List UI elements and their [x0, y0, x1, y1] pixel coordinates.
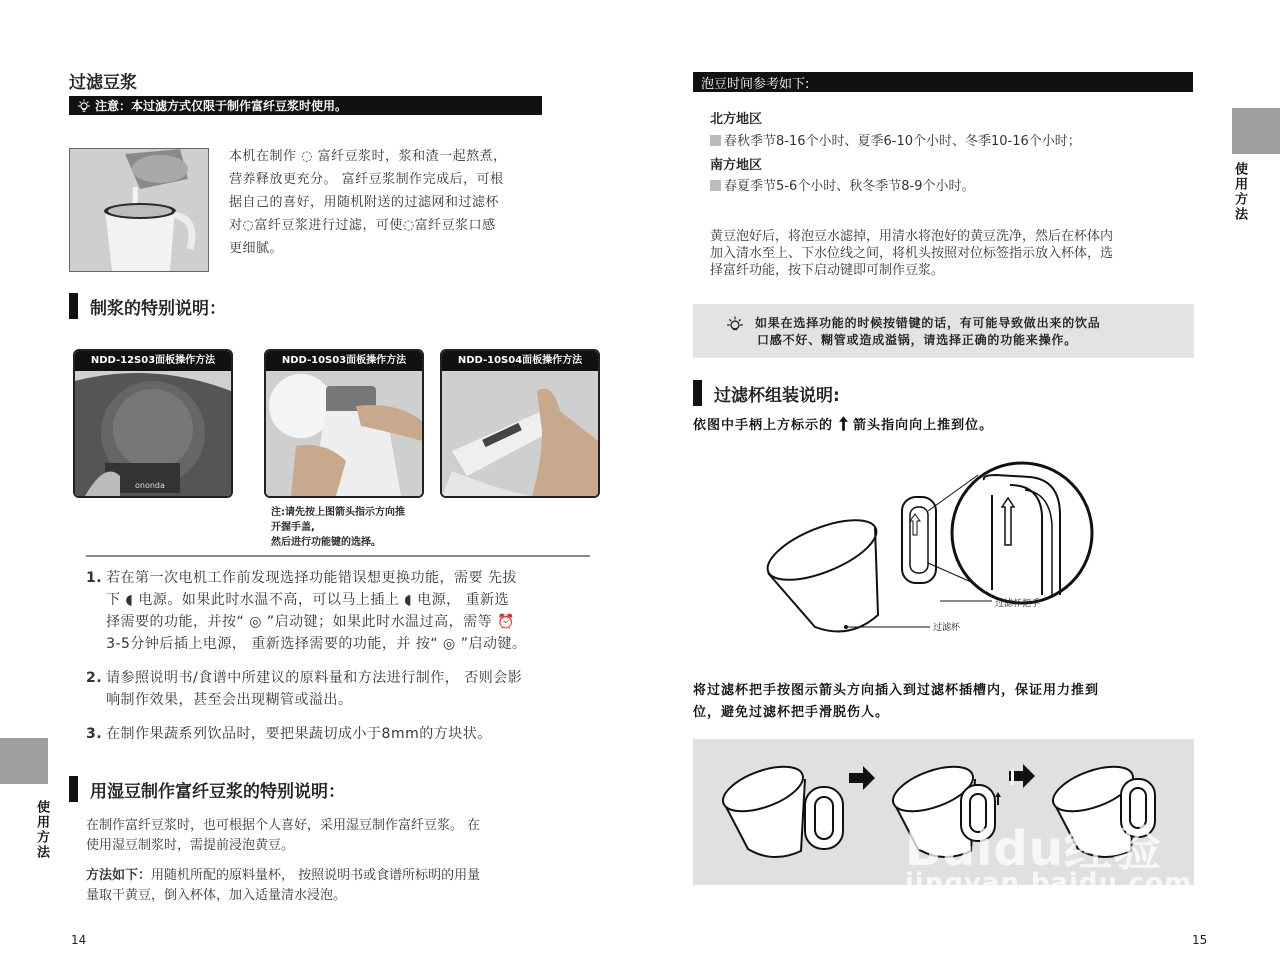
panel-photo-10s04 [440, 349, 600, 498]
notice-text: 注意：本过滤方式仅限于制作富纤豆浆时使用。 [95, 99, 348, 113]
assembly-instruction [693, 415, 993, 437]
section-heading-text: 制浆的特别说明： [90, 298, 226, 319]
bullet-square [710, 135, 721, 146]
lightbulb-icon [77, 99, 91, 113]
method-text [86, 866, 586, 906]
list-line: 下 ◖ 电源。如果此时水温不高，可以马上插上 ◖ 电源， 重新选 [106, 592, 510, 608]
insert-instruction [693, 680, 1099, 724]
soak-header-text: 泡豆时间参考如下: [701, 76, 810, 92]
filter-cup-drawing [760, 508, 884, 632]
watermark-url: jingyan.baidu.com [905, 868, 1193, 898]
list-line: 请参照说明书/食谱中所建议的原料量和方法进行制作， 否则会影 [106, 670, 523, 686]
north-title: 北方地区 [710, 112, 763, 127]
text-line: 用随机所配的原料量杯， 按照说明书或食谱所标明的用量 [151, 868, 481, 883]
panel-photo-12s03 [73, 349, 233, 498]
warning-box [693, 304, 1194, 358]
list-line: 3-5分钟后插上电源， 重新选择需要的功能，并 按“ ◎ ”启动键。 [106, 636, 527, 652]
side-tab-left [0, 738, 48, 784]
list-line: 在制作果蔬系列饮品时，要把果蔬切成小于8mm的方块状。 [106, 726, 492, 742]
photo-note-line: 然后进行功能键的选择。 [271, 537, 381, 548]
text-line: 使用湿豆制浆时，需提前浸泡黄豆。 [86, 838, 295, 853]
photo-label: NDD-10S03面板操作方法 [266, 351, 422, 371]
intro-line: 营养释放更充分。 富纤豆浆制作完成后，可根 [229, 172, 504, 187]
filter-illustration [70, 149, 208, 271]
label-handle: 过滤杯把手 [995, 599, 1041, 609]
watermark: Baidu经验 [905, 821, 1162, 877]
warning-text [755, 315, 1101, 349]
list-item [86, 723, 596, 745]
bullet-square [710, 180, 721, 191]
instruction-line: 位，避免过滤杯把手滑脱伤人。 [693, 705, 890, 720]
side-label-left: 使用方法 [34, 800, 49, 860]
intro-paragraph [229, 145, 549, 260]
notes-list [86, 567, 596, 745]
up-arrow-icon [839, 416, 848, 431]
north-text: 春秋季节8-16个小时、夏季6-10个小时、冬季10-16个小时； [724, 134, 1081, 149]
page-number-right: 15 [1192, 933, 1208, 947]
machine-top-illustration [75, 351, 231, 496]
hand-panel-illustration [442, 351, 598, 496]
section-heading-wet [69, 776, 345, 802]
list-number: 2. [86, 670, 103, 686]
text-line: 量取干黄豆，倒入杯体，加入适量清水浸泡。 [86, 888, 347, 903]
photo-note [271, 505, 405, 550]
brand-text: ononda [135, 481, 165, 490]
instruction-text: 依图中手柄上方标示的 [693, 418, 834, 433]
page-number-left: 14 [71, 933, 87, 947]
text-line: 黄豆泡好后，将泡豆水滤掉，用清水将泡好的黄豆洗净，然后在杯体内 [710, 229, 1114, 244]
side-label-right: 使用方法 [1232, 162, 1247, 222]
heading-bar [69, 776, 78, 802]
photo-label: NDD-10S04面板操作方法 [442, 351, 598, 371]
heading-bar [69, 293, 78, 319]
north-row [710, 132, 1081, 152]
photo-label: NDD-12S03面板操作方法 [75, 351, 231, 371]
list-line: 响制作效果，甚至会出现糊管或溢出。 [106, 692, 353, 708]
filter-photo [69, 148, 209, 272]
soak-paragraph [710, 228, 1200, 279]
warning-line: 口感不好、糊管或造成溢锅，请选择正确的功能来操作。 [757, 333, 1078, 347]
section-heading-assembly [693, 380, 840, 406]
section-heading-text: 过滤杯组装说明: [714, 385, 840, 406]
south-text: 春夏季节5-6个小时、秋冬季节8-9个小时。 [724, 179, 975, 194]
list-line: 择需要的功能，并按“ ◎ ”启动键；如果此时水温过高，需等 ⏰ [106, 614, 516, 630]
zoom-detail [928, 463, 1092, 603]
intro-line: 据自己的喜好，用随机附送的过滤网和过滤杯 [229, 195, 500, 210]
south-title: 南方地区 [710, 158, 763, 173]
method-label: 方法如下： [86, 868, 152, 883]
filter-handle-drawing [902, 497, 936, 583]
instruction-line: 将过滤杯把手按图示箭头方向插入到过滤杯插槽内，保证用力推到 [693, 683, 1100, 698]
assembly-diagram [760, 455, 1100, 655]
intro-line: 对◌富纤豆浆进行过滤，可使◌富纤豆浆口感 [229, 218, 496, 233]
intro-line: 更细腻。 [229, 241, 284, 256]
section-heading-text: 用湿豆制作富纤豆浆的特别说明： [90, 781, 345, 802]
list-number: 1. [86, 570, 103, 586]
photo-note-line: 注:请先按上图箭头指示方向推 [271, 507, 405, 518]
notice-bar [69, 96, 542, 115]
divider [86, 555, 590, 557]
section-heading-special [69, 293, 226, 319]
intro-line: 本机在制作 ◌ 富纤豆浆时，浆和渣一起熬煮， [229, 149, 507, 164]
south-row [710, 177, 974, 197]
list-item [86, 667, 596, 711]
label-cup: 过滤杯 [933, 623, 961, 633]
photo-note-line: 开握手盖, [271, 522, 315, 533]
panel-photo-10s03 [264, 349, 424, 498]
lightbulb-icon [726, 316, 744, 334]
text-line: 择富纤功能，按下启动键即可制作豆浆。 [710, 263, 945, 278]
text-line: 在制作富纤豆浆时，也可根据个人喜好，采用湿豆制作富纤豆浆。 在 [86, 818, 481, 833]
list-item [86, 567, 596, 655]
side-tab-right [1232, 108, 1280, 154]
text-line: 加入清水至上、下水位线之间，将机头按照对位标签指示放入杯体，选 [710, 246, 1114, 261]
warning-line: 如果在选择功能的时候按错键的话，有可能导致做出来的饮品 [755, 316, 1101, 330]
instruction-text: 箭头指向向上推到位。 [853, 418, 994, 433]
soak-header-bar [693, 72, 1193, 92]
heading-bar [693, 380, 702, 406]
list-line: 若在第一次电机工作前发现选择功能错误想更换功能，需要 先拔 [106, 570, 518, 586]
hand-press-illustration [266, 351, 422, 496]
list-number: 3. [86, 726, 103, 742]
wet-bean-text [86, 816, 586, 856]
page-title-filter: 过滤豆浆 [69, 73, 137, 93]
